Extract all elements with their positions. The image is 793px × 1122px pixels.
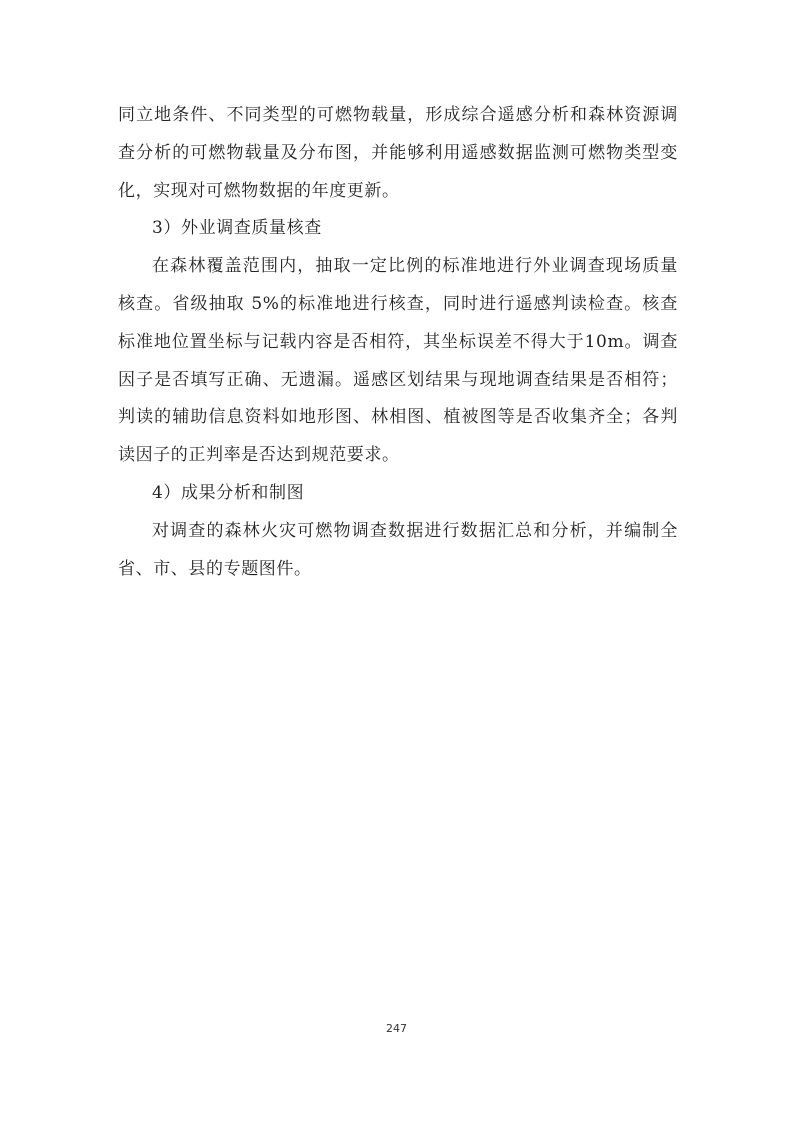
results-mapping-paragraph: 对调查的森林火灾可燃物调查数据进行数据汇总和分析，并编制全省、市、县的专题图件。 [118, 520, 678, 579]
quality-check-paragraph: 在森林覆盖范围内，抽取一定比例的标准地进行外业调查现场质量核查。省级抽取 5%的标准地进行核查，同时进行遥感判读检查。核查标准地位置坐标与记载内容是否相符，其坐标误差不得大于10m。调查因子是否填写正确、无遗漏。遥感区划结果与现地调查结果是否相符；判读的辅助信息资料如地形图、林相图、植被图等是否收集齐全；各判读因子的正判率是否达到规范要求。 [118, 256, 678, 466]
continuation-paragraph: 同立地条件、不同类型的可燃物载量，形成综合遥感分析和森林资源调查分析的可燃物载量及分布图，并能够利用遥感数据监测可燃物类型变化，实现对可燃物数据的年度更新。 [118, 105, 678, 201]
page-number: 247 [386, 1022, 407, 1035]
section-heading-quality-check: 3）外业调查质量核查 [152, 218, 322, 239]
page-body [118, 97, 678, 588]
section-heading-results-mapping: 4）成果分析和制图 [152, 482, 305, 503]
